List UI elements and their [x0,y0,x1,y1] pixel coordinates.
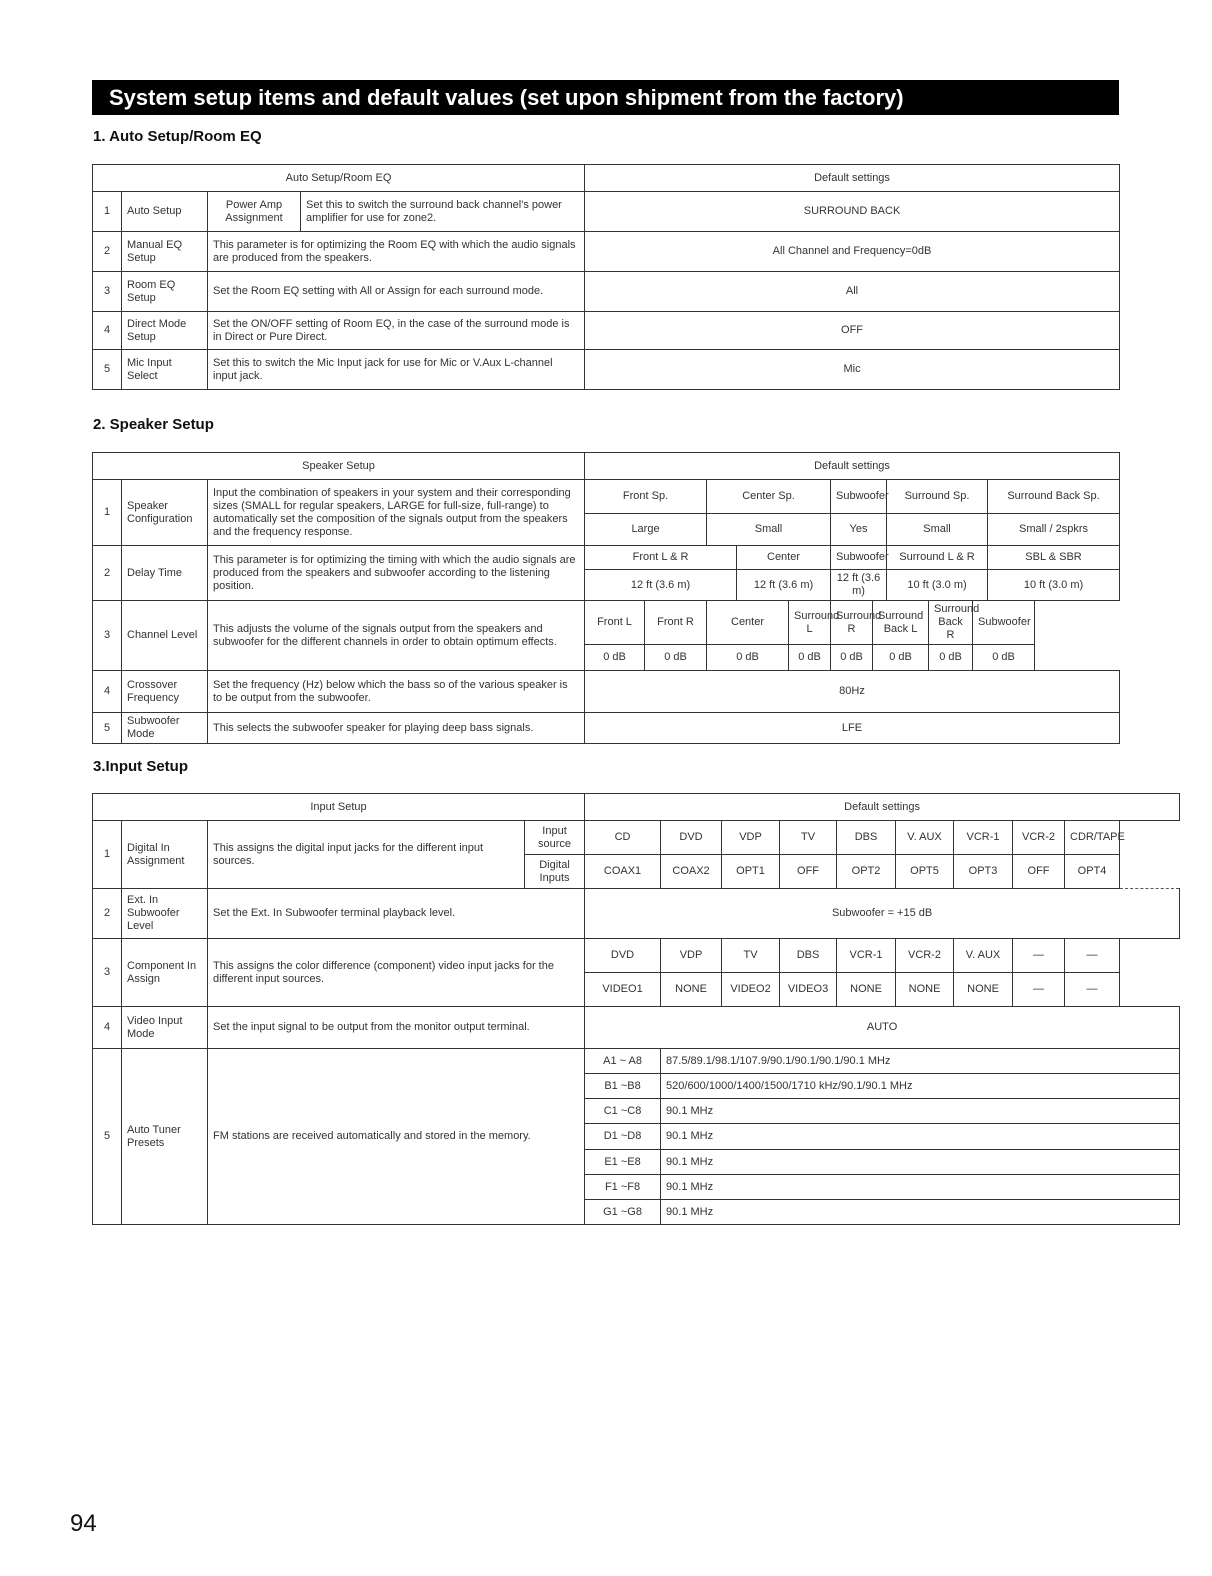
preset-row: G1 ~G8 90.1 MHz [93,1200,1180,1225]
default-header: Default settings [585,794,1180,821]
table-header: Input Setup [93,794,585,821]
table-row: 5 Subwoofer Mode This selects the subwoofer speaker for playing deep bass signals. LFE [93,713,1120,744]
table-row: 1 Speaker Configuration Input the combination of speakers in your system and their corresponding sizes (SMALL for regular speakers, LARGE for full-size, full-range) to automatically set the composition of the signals output from the speakers and the frequency response. Front Sp. Center Sp. Subwoofer Surround Sp. Surround Back Sp. [93,480,1120,514]
table-row: 3 Channel Level This adjusts the volume of the signals output from the speakers and subwoofer for the different channels in order to obtain optimum effects. Front L Front R Center Surround L Surround R Surround Back L Surround Back R Subwoofer [93,601,1120,645]
table-row: 3 Component In Assign This assigns the color difference (component) video input jacks for the different input sources. DVD VDP TV DBS VCR-1 VCR-2 V. AUX — — [93,939,1180,973]
input-setup-table: Input Setup Default settings 1 Digital In Assignment This assigns the digital input jacks for the different input sources. Input source CD DVD VDP TV DBS V. AUX VCR-1 VCR-2 CDR/TAPE Digital Inputs COAX1 COAX2 OPT1 OFF OPT2 OPT5 OPT3 OFF OPT4 2 Ext. In Subwoofer Level Set the Ext. In Subwoofer terminal playback level. Subwoofer = +15 dB 3 Component In Assign This assigns the color difference (component) video input jacks for the different input sources. DVD VDP TV DBS VCR-1 VCR-2 V. AUX — — VIDEO1 NONE VIDEO2 VIDEO3 NONE NONE NONE — — 4 Video Input Mode Set the input signal to be output from the monitor output terminal. AUTO 5 Auto Tuner Presets FM stations are received automatically and stored in the memory. A1 ~ A8 87.5/89.1/98.1/107.9/90.1/90.1/90.1/90.1 MHz B1 ~B8 520/600/1000/1400/1500/1710 kHz/90.1/90.1 MHz C1 ~C8 90.1 MHz D1 ~D8 90.1 MHz E1 ~E8 90.1 MHz F1 ~F8 90.1 MHz G1 ~G8 90.1 MHz [92,793,1180,1225]
table-row: 4 Direct Mode Setup Set the ON/OFF setting of Room EQ, in the case of the surround mode is in Direct or Pure Direct. OFF [93,312,1120,350]
preset-row: C1 ~C8 90.1 MHz [93,1099,1180,1124]
table-row: 5 Mic Input Select Set this to switch the Mic Input jack for use for Mic or V.Aux L-channel input jack. Mic [93,350,1120,390]
section-title-auto-setup: 1. Auto Setup/Room EQ [93,128,262,145]
preset-row: B1 ~B8 520/600/1000/1400/1500/1710 kHz/90.1/90.1 MHz [93,1074,1180,1099]
preset-row: D1 ~D8 90.1 MHz [93,1124,1180,1150]
preset-row: F1 ~F8 90.1 MHz [93,1175,1180,1200]
table-header: Auto Setup/Room EQ [93,165,585,192]
table-row: 1 Auto Setup Power Amp Assignment Set this to switch the surround back channel's power amplifier for use for zone2. SURROUND BACK [93,192,1120,232]
table-row: 3 Room EQ Setup Set the Room EQ setting with All or Assign for each surround mode. All [93,272,1120,312]
default-header: Default settings [585,165,1120,192]
page-number: 94 [70,1510,97,1537]
table-row: 4 Crossover Frequency Set the frequency (Hz) below which the bass so of the various speaker is to be output from the subwoofer. 80Hz [93,671,1120,713]
table-row: 2 Ext. In Subwoofer Level Set the Ext. In Subwoofer terminal playback level. Subwoofer = +15 dB [93,889,1180,939]
table-row: 4 Video Input Mode Set the input signal to be output from the monitor output terminal. AUTO [93,1007,1180,1049]
table-row: 2 Delay Time This parameter is for optimizing the timing with which the audio signals are produced from the speakers and subwoofer according to the listening position. Front L & R Center Subwoofer Surround L & R SBL & SBR [93,546,1120,570]
auto-setup-table [92,164,1120,390]
section-title-input-setup: 3.Input Setup [93,758,188,775]
speaker-setup-table: Speaker Setup Default settings 1 Speaker Configuration Input the combination of speakers in your system and their corresponding sizes (SMALL for regular speakers, LARGE for full-size, full-range) to automatically set the composition of the signals output from the speakers and the frequency response. Front Sp. Center Sp. Subwoofer Surround Sp. Surround Back Sp. Large Small Yes Small Small / 2spkrs 2 Delay Time This parameter is for optimizing the timing with which the audio signals are produced from the speakers and subwoofer according to the listening position. Front L & R Center Subwoofer Surround L & R SBL & SBR 12 ft (3.6 m) 12 ft (3.6 m) 12 ft (3.6 m) 10 ft (3.0 m) 10 ft (3.0 m) 3 Channel Level This adjusts the volume of the signals output from the speakers and subwoofer for the different channels in order to obtain optimum effects. Front L Front R Center Surround L Surround R Surround Back L Surround Back R Subwoofer 0 dB 0 dB 0 dB 0 dB 0 dB 0 dB 0 dB 0 dB 4 Crossover Frequency Set the frequency (Hz) below which the bass so of the various speaker is to be output from the subwoofer. 80Hz 5 Subwoofer Mode This selects the subwoofer speaker for playing deep bass signals. LFE [92,452,1120,744]
table-row: 2 Manual EQ Setup This parameter is for optimizing the Room EQ with which the audio signals are produced from the speakers. All Channel and Frequency=0dB [93,232,1120,272]
preset-row: E1 ~E8 90.1 MHz [93,1150,1180,1175]
table-header: Speaker Setup [93,453,585,480]
page-banner: System setup items and default values (set upon shipment from the factory) [92,80,1119,115]
table-row: 1 Digital In Assignment This assigns the digital input jacks for the different input sources. Input source CD DVD VDP TV DBS V. AUX VCR-1 VCR-2 CDR/TAPE [93,821,1180,855]
section-title-speaker-setup: 2. Speaker Setup [93,416,214,433]
table-row: 5 Auto Tuner Presets FM stations are received automatically and stored in the memory. A1 ~ A8 87.5/89.1/98.1/107.9/90.1/90.1/90.1/90.1 MHz [93,1049,1180,1074]
default-header: Default settings [585,453,1120,480]
